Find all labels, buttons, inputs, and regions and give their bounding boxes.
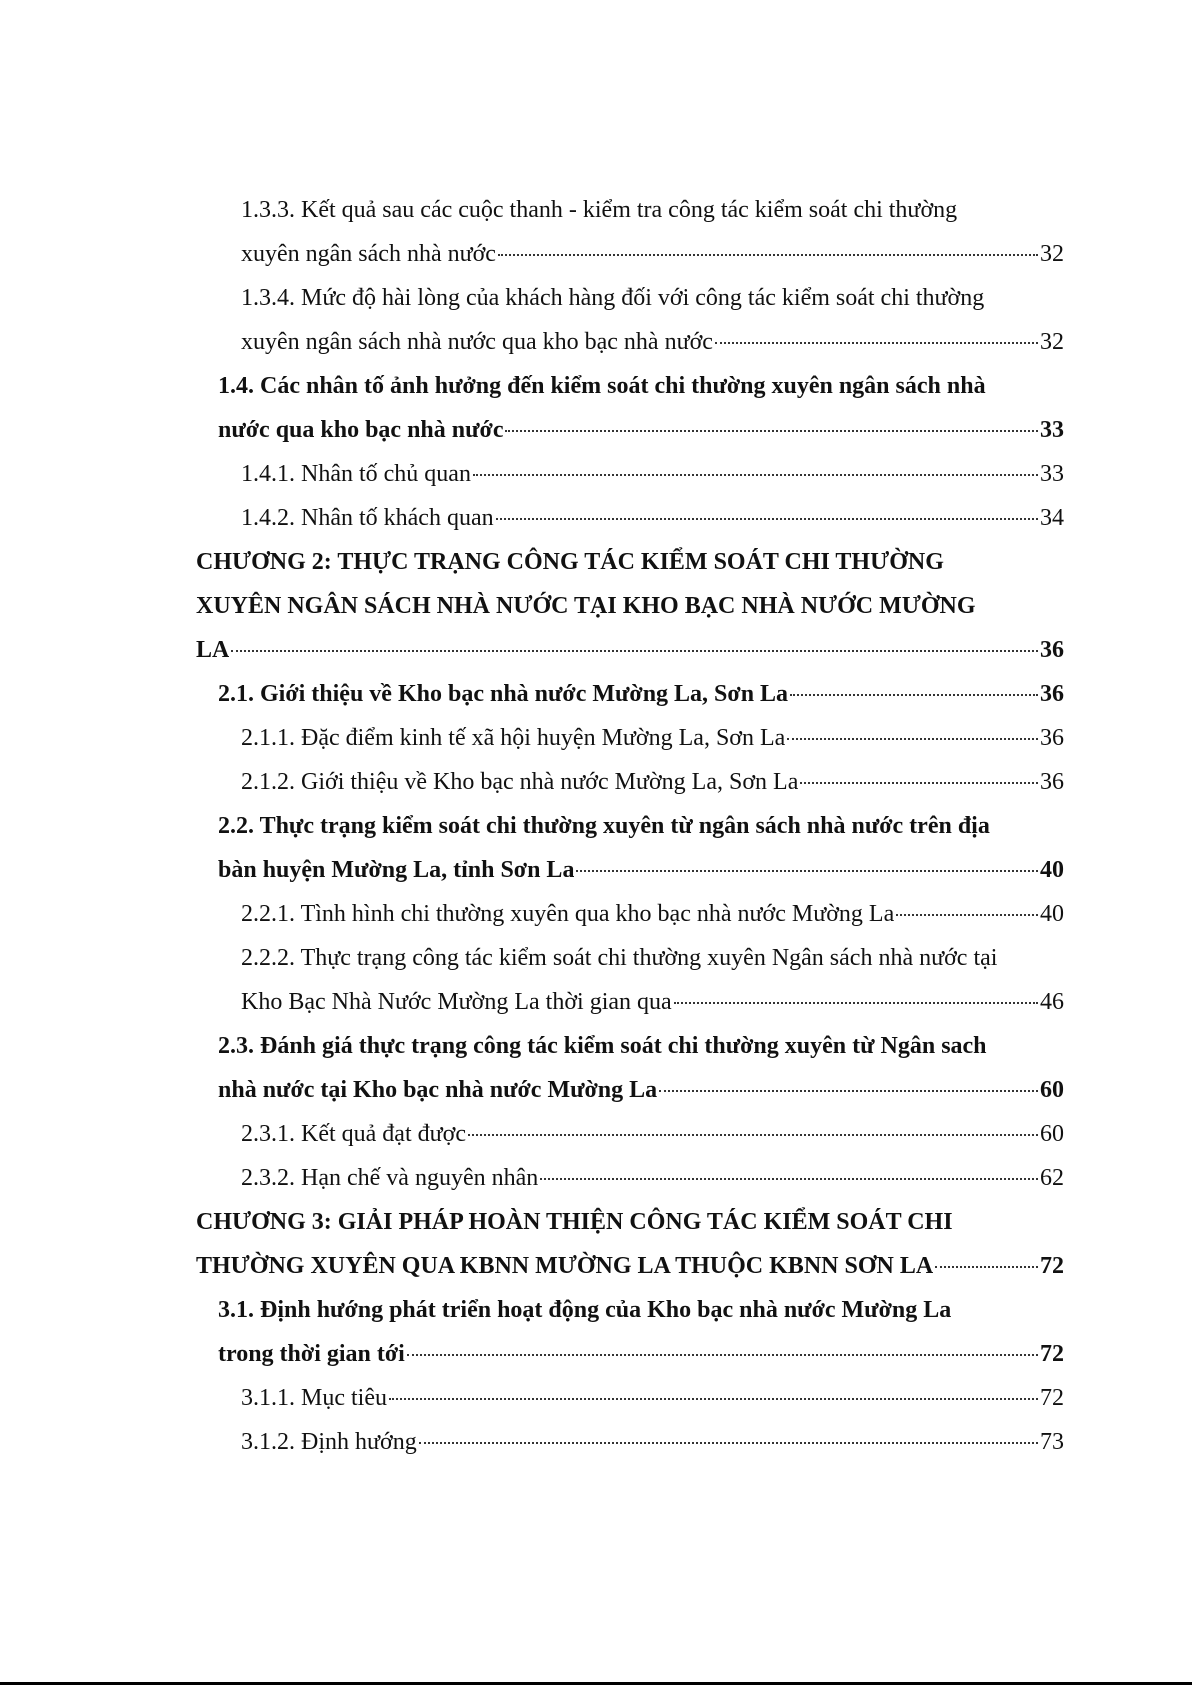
dot-leader <box>896 913 1038 916</box>
toc-entry-title: 2.1.1. Đặc điểm kinh tế xã hội huyện Mường La, Sơn La <box>241 725 786 751</box>
toc-entry-title: bàn huyện Mường La, tỉnh Sơn La <box>218 857 575 883</box>
dot-leader <box>473 473 1038 476</box>
toc-entry-title: nhà nước tại Kho bạc nhà nước Mường La <box>218 1077 658 1103</box>
toc-page-number: 36 <box>1040 725 1064 751</box>
toc-entry-1-3-3 <box>196 188 1064 276</box>
toc-entry-title: 1.4.2. Nhân tố khách quan <box>241 505 494 531</box>
toc-page-number: 72 <box>1040 1253 1064 1279</box>
toc-page-number: 36 <box>1040 769 1064 795</box>
toc-entry-title: 2.2. Thực trạng kiểm soát chi thường xuyên từ ngân sách nhà nước trên địa <box>218 813 990 839</box>
toc-page-number: 72 <box>1040 1341 1064 1367</box>
toc-page-number: 73 <box>1040 1429 1064 1455</box>
toc-entry-title: LA <box>196 637 230 663</box>
toc-entry-title: CHƯƠNG 3: GIẢI PHÁP HOÀN THIỆN CÔNG TÁC KIỂM SOÁT CHI <box>196 1209 953 1235</box>
toc-entry-title: trong thời gian tới <box>218 1341 405 1367</box>
toc-entry-2-3 <box>196 1024 1064 1112</box>
toc-entry-3-1 <box>196 1288 1064 1376</box>
toc-entry-1-4-1 <box>196 452 1064 496</box>
toc-entry-chapter-2 <box>196 540 1064 672</box>
toc-entry-title: 2.1.2. Giới thiệu về Kho bạc nhà nước Mường La, Sơn La <box>241 769 799 795</box>
toc-page-number: 62 <box>1040 1165 1064 1191</box>
toc-entry-title: Kho Bạc Nhà Nước Mường La thời gian qua <box>241 989 672 1015</box>
toc-entry-title: 2.1. Giới thiệu về Kho bạc nhà nước Mường La, Sơn La <box>218 681 789 707</box>
dot-leader <box>505 429 1038 432</box>
dot-leader <box>787 737 1038 740</box>
toc-page-number: 60 <box>1040 1077 1064 1103</box>
toc-entry-2-3-2 <box>196 1156 1064 1200</box>
dot-leader <box>715 341 1038 344</box>
toc-entry-title: 2.2.2. Thực trạng công tác kiểm soát chi thường xuyên Ngân sách nhà nước tại <box>241 945 998 971</box>
toc-entry-1-4-2 <box>196 496 1064 540</box>
toc-entry-title: 2.3.1. Kết quả đạt được <box>241 1121 466 1147</box>
toc-page-number: 32 <box>1040 329 1064 355</box>
table-of-contents <box>196 188 1064 1464</box>
toc-entry-title: 2.3.2. Hạn chế và nguyên nhân <box>241 1165 539 1191</box>
dot-leader <box>468 1133 1038 1136</box>
toc-page-number: 72 <box>1040 1385 1064 1411</box>
toc-entry-2-2 <box>196 804 1064 892</box>
toc-entry-2-2-1 <box>196 892 1064 936</box>
toc-entry-title: 2.2.1. Tình hình chi thường xuyên qua kho bạc nhà nước Mường La <box>241 901 895 927</box>
toc-entry-title: xuyên ngân sách nhà nước <box>241 241 496 267</box>
toc-entry-title: 1.4.1. Nhân tố chủ quan <box>241 461 471 487</box>
toc-page-number: 33 <box>1040 461 1064 487</box>
dot-leader <box>496 517 1038 520</box>
toc-page-number: 36 <box>1040 637 1064 663</box>
toc-entry-title: nước qua kho bạc nhà nước <box>218 417 504 443</box>
toc-entry-2-3-1 <box>196 1112 1064 1156</box>
toc-entry-title: THƯỜNG XUYÊN QUA KBNN MƯỜNG LA THUỘC KBNN SƠN LA <box>196 1253 934 1279</box>
dot-leader <box>674 1001 1038 1004</box>
toc-page-number: 46 <box>1040 989 1064 1015</box>
dot-leader <box>407 1353 1038 1356</box>
toc-entry-1-3-4 <box>196 276 1064 364</box>
dot-leader <box>540 1177 1038 1180</box>
toc-entry-chapter-3 <box>196 1200 1064 1288</box>
dot-leader <box>790 693 1038 696</box>
toc-entry-title: CHƯƠNG 2: THỰC TRẠNG CÔNG TÁC KIỂM SOÁT CHI THƯỜNG <box>196 549 944 575</box>
dot-leader <box>389 1397 1038 1400</box>
toc-entry-2-2-2 <box>196 936 1064 1024</box>
toc-entry-title: 1.3.3. Kết quả sau các cuộc thanh - kiểm tra công tác kiểm soát chi thường <box>241 197 958 223</box>
toc-page-number: 40 <box>1040 901 1064 927</box>
dot-leader <box>576 869 1038 872</box>
dot-leader <box>419 1441 1038 1444</box>
dot-leader <box>231 649 1038 652</box>
toc-page-number: 32 <box>1040 241 1064 267</box>
toc-page-number: 36 <box>1040 681 1064 707</box>
toc-entry-title: 3.1.2. Định hướng <box>241 1429 417 1455</box>
dot-leader <box>935 1265 1038 1268</box>
toc-entry-1-4 <box>196 364 1064 452</box>
toc-page-number: 60 <box>1040 1121 1064 1147</box>
dot-leader <box>800 781 1038 784</box>
toc-page-number: 34 <box>1040 505 1064 531</box>
toc-entry-title: 1.3.4. Mức độ hài lòng của khách hàng đối với công tác kiểm soát chi thường <box>241 285 985 311</box>
toc-entry-title: XUYÊN NGÂN SÁCH NHÀ NƯỚC TẠI KHO BẠC NHÀ NƯỚC MƯỜNG <box>196 593 976 619</box>
dot-leader <box>659 1089 1038 1092</box>
toc-entry-title: 1.4. Các nhân tố ảnh hưởng đến kiểm soát chi thường xuyên ngân sách nhà <box>218 373 986 399</box>
dot-leader <box>498 253 1038 256</box>
toc-entry-title: xuyên ngân sách nhà nước qua kho bạc nhà nước <box>241 329 713 355</box>
toc-page-number: 33 <box>1040 417 1064 443</box>
toc-entry-2-1-2 <box>196 760 1064 804</box>
toc-entry-title: 3.1.1. Mục tiêu <box>241 1385 387 1411</box>
toc-entry-title: 3.1. Định hướng phát triển hoạt động của Kho bạc nhà nước Mường La <box>218 1297 952 1323</box>
toc-entry-title: 2.3. Đánh giá thực trạng công tác kiểm soát chi thường xuyên từ Ngân sach <box>218 1033 987 1059</box>
toc-entry-3-1-2 <box>196 1420 1064 1464</box>
toc-page-number: 40 <box>1040 857 1064 883</box>
toc-entry-3-1-1 <box>196 1376 1064 1420</box>
toc-entry-2-1 <box>196 672 1064 716</box>
toc-entry-2-1-1 <box>196 716 1064 760</box>
